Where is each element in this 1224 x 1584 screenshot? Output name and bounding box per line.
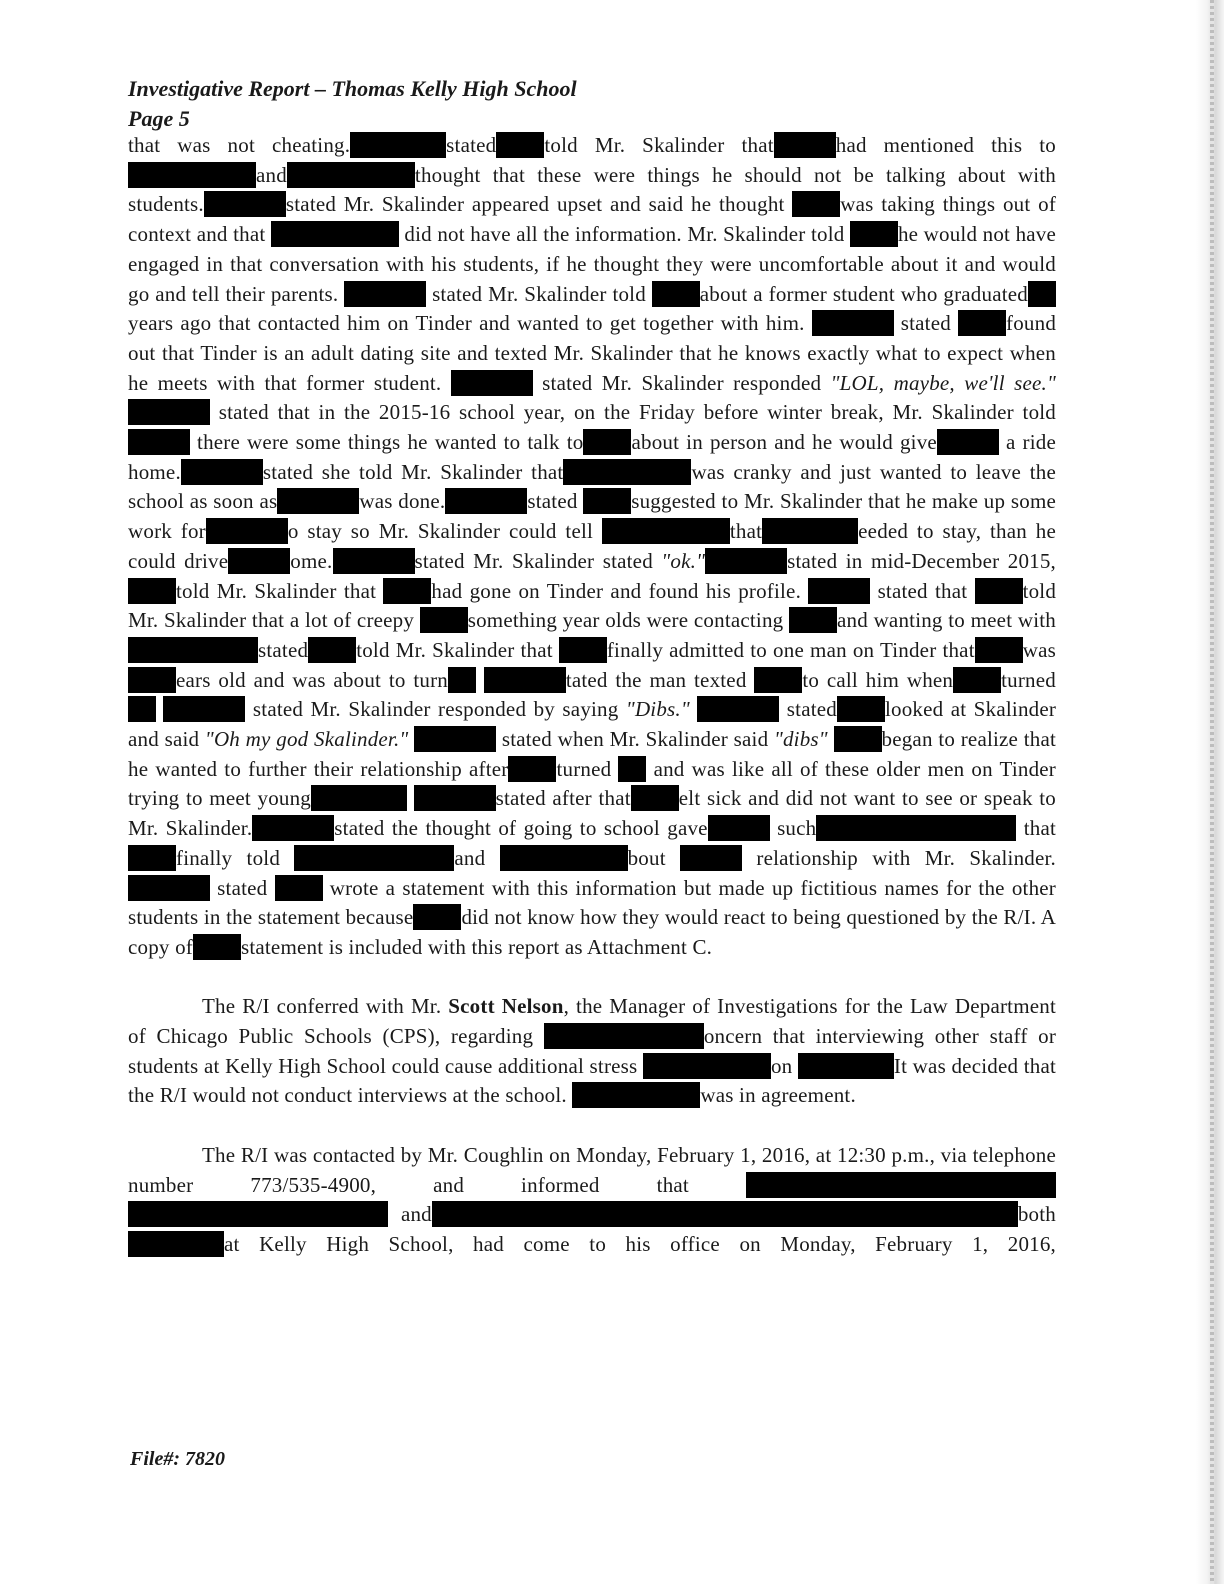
- redaction: [762, 518, 858, 544]
- redaction: [350, 132, 446, 158]
- text-run: stated that in the 2015-16 school year, on the Friday before winter break, Mr. Skalinder told: [218, 400, 1057, 425]
- text-run: to call him when: [802, 667, 954, 692]
- redaction: [1028, 281, 1056, 307]
- redaction: [414, 726, 496, 752]
- redaction: [508, 756, 556, 782]
- redaction: [708, 815, 770, 841]
- redaction: [311, 785, 407, 811]
- text-run: did not have all the information. Mr. Skalinder told: [404, 222, 845, 247]
- text-run: stated Mr. Skalinder responded: [542, 370, 822, 395]
- redaction: [128, 399, 210, 425]
- redaction: [128, 875, 210, 901]
- text-run: and wanting to meet with: [837, 608, 1057, 633]
- redaction: [583, 488, 631, 514]
- redaction: [128, 845, 176, 871]
- quote: "Oh my god Skalinder.": [204, 727, 409, 752]
- text-run: was done.: [359, 489, 446, 514]
- text-run: The R/I was contacted by Mr. Coughlin on Monday, February 1, 2016, at 12:30 p.m., via telephone number 773/535-4900, and informed that: [128, 1142, 1056, 1197]
- text-run: thought that these were things he should not be talking about with students.: [128, 162, 1056, 217]
- scan-edge: [1196, 0, 1224, 1584]
- redaction: [975, 578, 1023, 604]
- text-run: found out that Tinder is an adult dating site and texted Mr. Skalinder that he knows exactly what to expect when he meets with that former student.: [128, 311, 1057, 395]
- text-run: about in person and he would give: [631, 430, 937, 455]
- paragraph-statements: [128, 131, 1056, 963]
- redaction: [789, 607, 837, 633]
- text-run: ears old and was about to turn: [176, 667, 449, 692]
- text-run: at Kelly High School, had come to his office on Monday, February 1, 2016,: [224, 1231, 1056, 1256]
- text-run: and was like all of these older men on Tinder trying to meet young: [128, 756, 1056, 811]
- redaction: [413, 904, 461, 930]
- text-run: such: [777, 816, 817, 841]
- text-run: eeded to stay, than he could drive: [128, 519, 1056, 573]
- redaction: [643, 1053, 771, 1079]
- redaction: [792, 191, 840, 217]
- text-run: stated after that: [495, 786, 631, 811]
- redaction: [445, 488, 527, 514]
- text-run: oncern that interviewing other staff or students at Kelly High School could cause additional stress: [128, 1024, 1057, 1078]
- text-run: elt sick and did not want to see or speak to Mr. Skalinder.: [128, 786, 1056, 841]
- text-run: that: [1023, 816, 1057, 841]
- report-header: [128, 74, 577, 134]
- text-run: statement is included with this report as Attachment C.: [240, 934, 713, 959]
- redaction: [496, 132, 544, 158]
- redaction: [563, 459, 691, 485]
- redaction: [572, 1082, 700, 1108]
- redaction: [697, 696, 779, 722]
- redaction: [128, 1201, 388, 1227]
- redaction: [812, 310, 894, 336]
- redaction: [618, 756, 646, 782]
- redaction: [275, 875, 323, 901]
- redaction: [383, 578, 431, 604]
- text-run: was taking things out of context and that: [128, 192, 1057, 247]
- text-run: finally admitted to one man on Tinder that: [606, 637, 975, 662]
- text-run: stated Mr. Skalinder appeared upset and said he thought: [285, 192, 785, 217]
- redaction: [975, 637, 1023, 663]
- redaction: [448, 667, 476, 693]
- redaction: [754, 667, 802, 693]
- redaction: [798, 1053, 894, 1079]
- text-run: stated: [527, 489, 578, 514]
- paragraph-gap: [128, 963, 1056, 993]
- redaction: [680, 845, 742, 871]
- redaction: [271, 221, 399, 247]
- redaction: [193, 934, 241, 960]
- text-run: tated the man texted: [565, 667, 747, 692]
- text-run: suggested to Mr. Skalinder that he make up some work for: [128, 489, 1056, 544]
- redaction: [559, 637, 607, 663]
- redaction: [837, 696, 885, 722]
- text-run: stated Mr. Skalinder stated: [414, 548, 653, 573]
- redaction: [432, 1201, 1018, 1227]
- text-run: stated: [258, 637, 309, 662]
- person-name: Scott Nelson: [448, 994, 564, 1019]
- redaction: [484, 667, 566, 693]
- text-run: looked at Skalinder and said: [128, 697, 1057, 752]
- quote: "LOL, maybe, we'll see.": [830, 370, 1057, 395]
- text-run: stated: [786, 697, 837, 722]
- redaction: [816, 815, 1016, 841]
- text-run: years ago that contacted him on Tinder and wanted to get together with him.: [128, 311, 805, 336]
- quote: "dibs": [773, 727, 828, 752]
- redaction: [128, 578, 176, 604]
- redaction: [746, 1172, 1056, 1198]
- text-run: stated the thought of going to school gave: [334, 816, 708, 841]
- text-run: o stay so Mr. Skalinder could tell: [287, 519, 594, 544]
- text-run: that was not cheating.: [128, 133, 351, 157]
- text-run: was in agreement.: [700, 1083, 856, 1108]
- redaction: [277, 488, 359, 514]
- text-run: that: [729, 519, 763, 544]
- text-run: had gone on Tinder and found his profile.: [431, 578, 802, 603]
- redaction: [287, 162, 415, 188]
- text-run: , the Manager of Investigations for the Law Department of Chicago Public Schools (CPS), regarding: [128, 994, 1057, 1049]
- text-run: there were some things he wanted to talk to: [197, 430, 584, 455]
- redaction: [204, 191, 286, 217]
- text-run: told Mr. Skalinder that: [356, 637, 553, 662]
- redaction: [414, 785, 496, 811]
- redaction: [953, 667, 1001, 693]
- redaction: [583, 429, 631, 455]
- text-run: and: [454, 845, 486, 870]
- text-run: was cranky and just wanted to leave the school as soon as: [128, 459, 1056, 514]
- text-run: stated: [446, 133, 497, 157]
- redaction: [834, 726, 882, 752]
- text-run: finally told: [176, 845, 281, 870]
- text-run: something year olds were contacting: [467, 608, 784, 633]
- text-run: stated when Mr. Skalinder said: [501, 727, 769, 752]
- redaction: [228, 548, 290, 574]
- text-run: ome.: [290, 548, 333, 573]
- redaction: [958, 310, 1006, 336]
- paragraph-contact: [128, 1141, 1056, 1260]
- text-run: told Mr. Skalinder that: [544, 133, 774, 157]
- redaction: [420, 607, 468, 633]
- text-run: told Mr. Skalinder that: [176, 578, 377, 603]
- redaction: [344, 281, 426, 307]
- redaction: [808, 578, 870, 604]
- redaction: [128, 637, 176, 663]
- text-run: was: [1022, 637, 1057, 662]
- quote: "Dibs.": [625, 697, 690, 722]
- text-run: had mentioned this to: [835, 133, 1057, 157]
- text-run: turned: [1001, 667, 1056, 692]
- redaction: [500, 845, 628, 871]
- text-run: turned: [556, 756, 612, 781]
- text-run: bout: [627, 845, 666, 870]
- text-run: about a former student who graduated: [699, 281, 1028, 306]
- text-run: on: [770, 1053, 793, 1078]
- text-run: he would not have engaged in that conversation with his students, if he thought they were uncomfortable about it and would go and tell their parents.: [128, 222, 1057, 306]
- text-run: It was decided that the R/I would not conduct interviews at the school.: [128, 1053, 1057, 1108]
- redaction: [308, 637, 356, 663]
- quote: "ok.": [661, 548, 706, 573]
- redaction: [252, 815, 334, 841]
- redaction: [176, 637, 258, 663]
- redaction: [181, 459, 263, 485]
- redaction: [937, 429, 999, 455]
- redaction: [631, 785, 679, 811]
- redaction: [294, 845, 454, 871]
- redaction: [128, 162, 256, 188]
- text-run: told Mr. Skalinder that a lot of creepy: [128, 578, 1057, 633]
- text-run: stated Mr. Skalinder told: [432, 281, 646, 306]
- redaction: [544, 1023, 704, 1049]
- paragraph-conferral: [128, 992, 1056, 1111]
- redaction: [163, 696, 245, 722]
- text-run: did not know how they would react to being questioned by the R/I. A copy of: [128, 905, 1056, 959]
- text-run: stated: [217, 875, 268, 900]
- text-run: both: [1017, 1202, 1056, 1227]
- redaction: [128, 429, 190, 455]
- redaction: [128, 667, 176, 693]
- redaction: [774, 132, 836, 158]
- page-number: Page 5: [128, 106, 190, 131]
- text-run: stated in mid-December 2015,: [787, 548, 1056, 573]
- file-number: File#: 7820: [130, 1448, 225, 1470]
- text-run: wrote a statement with this information but made up fictitious names for the other students in the statement because: [128, 875, 1056, 930]
- redaction: [652, 281, 700, 307]
- redaction: [850, 221, 898, 247]
- text-run: stated that: [877, 578, 968, 603]
- text-run: stated Mr. Skalinder responded by saying: [252, 697, 619, 722]
- redaction: [602, 518, 730, 544]
- redaction: [333, 548, 415, 574]
- text-run: stated: [900, 311, 951, 336]
- paragraph-gap: [128, 1111, 1056, 1141]
- text-run: stated she told Mr. Skalinder that: [262, 459, 564, 484]
- text-run: a ride home.: [128, 430, 1056, 484]
- redaction: [206, 518, 288, 544]
- text-run: and: [400, 1202, 432, 1227]
- text-run: relationship with Mr. Skalinder.: [756, 845, 1056, 870]
- redaction: [128, 1231, 224, 1257]
- redaction: [451, 370, 533, 396]
- text-run: and: [256, 162, 287, 187]
- report-body: [128, 131, 1056, 1260]
- text-run: The R/I conferred with Mr.: [202, 994, 442, 1019]
- text-run: began to realize that he wanted to further their relationship after: [128, 727, 1057, 781]
- report-title: Investigative Report – Thomas Kelly High School: [128, 76, 577, 101]
- redaction: [128, 696, 156, 722]
- redaction: [705, 548, 787, 574]
